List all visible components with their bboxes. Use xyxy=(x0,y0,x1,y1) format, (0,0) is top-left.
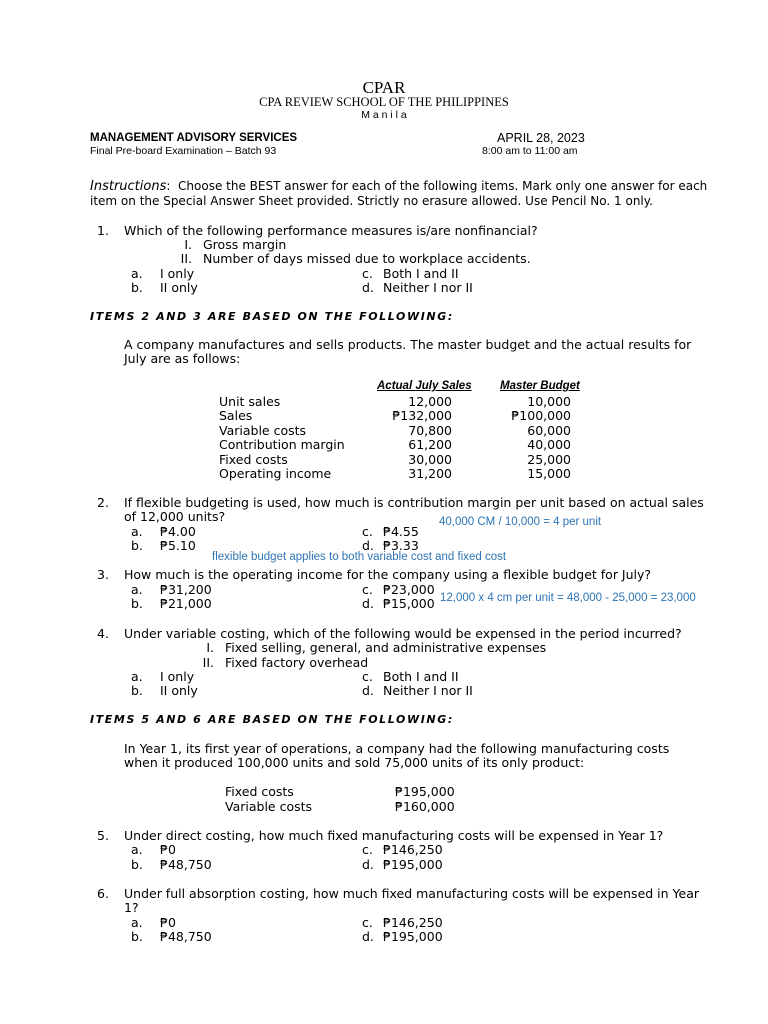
q4-item: Fixed selling, general, and administrative expenses xyxy=(225,640,547,655)
choice-letter: a. xyxy=(131,266,143,281)
choice-text: ₱0 xyxy=(160,915,176,930)
handwritten-note: 40,000 CM / 10,000 = 4 per unit xyxy=(439,516,602,528)
instructions-label: Instructions xyxy=(90,179,167,194)
choice-letter: d. xyxy=(362,929,374,944)
table-row-label: Contribution margin xyxy=(219,437,345,452)
table-row-label: Fixed costs xyxy=(219,452,288,467)
choice-text: Neither I nor II xyxy=(383,683,473,698)
choice-text: ₱0 xyxy=(160,842,176,857)
choice-text: ₱146,250 xyxy=(383,915,443,930)
table-row-label: Unit sales xyxy=(219,394,281,409)
choice-letter: b. xyxy=(131,683,143,698)
q3-question: How much is the operating income for the company using a flexible budget for July? xyxy=(124,567,652,582)
table-row-label: Variable costs xyxy=(219,423,307,438)
q6-question: Under full absorption costing, how much fixed manufacturing costs will be expensed in Year xyxy=(124,886,699,901)
choice-letter: d. xyxy=(362,280,374,295)
instructions-line2: item on the Special Answer Sheet provided. Strictly no erasure allowed. Use Pencil No. 1 only. xyxy=(90,194,653,208)
q4-item-num: I. xyxy=(206,640,214,655)
handwritten-note: flexible budget applies to both variable cost and fixed cost xyxy=(212,551,507,563)
section-heading: ITEMS 5 AND 6 ARE BASED ON THE FOLLOWING: xyxy=(90,713,454,726)
instructions-text1: Choose the BEST answer for each of the following items. Mark only one answer for each xyxy=(178,179,708,193)
q3-number: 3. xyxy=(97,567,109,582)
table-cell-master: 15,000 xyxy=(527,466,571,481)
choice-letter: c. xyxy=(362,915,373,930)
choice-text: ₱5.10 xyxy=(160,538,196,553)
q4-item-num: II. xyxy=(202,655,214,670)
table-cell-master: 25,000 xyxy=(527,452,571,467)
choice-letter: a. xyxy=(131,669,143,684)
q1-item: Number of days missed due to workplace accidents. xyxy=(203,251,531,266)
choice-letter: a. xyxy=(131,915,143,930)
choice-letter: b. xyxy=(131,929,143,944)
section-text: In Year 1, its first year of operations, a company had the following manufacturing costs xyxy=(124,741,670,756)
table-cell-actual: 31,200 xyxy=(408,466,452,481)
q5-question: Under direct costing, how much fixed manufacturing costs will be expensed in Year 1? xyxy=(124,828,664,843)
choice-letter: b. xyxy=(131,857,143,872)
q2-number: 2. xyxy=(97,495,109,510)
choice-text: ₱21,000 xyxy=(160,596,212,611)
q4-item: Fixed factory overhead xyxy=(225,655,369,670)
q4-question: Under variable costing, which of the following would be expensed in the period incurred? xyxy=(124,626,682,641)
choice-text: ₱195,000 xyxy=(383,857,443,872)
choice-text: Both I and II xyxy=(383,669,459,684)
choice-text: ₱23,000 xyxy=(383,582,435,597)
choice-text: ₱31,200 xyxy=(160,582,212,597)
choice-letter: a. xyxy=(131,842,143,857)
choice-text: I only xyxy=(160,669,195,684)
choice-letter: c. xyxy=(362,669,373,684)
q4-number: 4. xyxy=(97,626,109,641)
choice-letter: c. xyxy=(362,524,373,539)
choice-text: ₱195,000 xyxy=(383,929,443,944)
section-text: when it produced 100,000 units and sold 75,000 units of its only product: xyxy=(124,755,585,770)
cost-label: Variable costs xyxy=(225,799,313,814)
table-cell-actual: ₱132,000 xyxy=(392,408,452,423)
choice-letter: c. xyxy=(362,842,373,857)
section-heading: ITEMS 2 AND 3 ARE BASED ON THE FOLLOWING: xyxy=(90,310,454,323)
choice-letter: a. xyxy=(131,582,143,597)
choice-letter: d. xyxy=(362,683,374,698)
exam-title: Final Pre-board Examination – Batch 93 xyxy=(90,145,277,157)
document-title: CPAR xyxy=(362,78,406,97)
q5-number: 5. xyxy=(97,828,109,843)
table-cell-master: 10,000 xyxy=(527,394,571,409)
instructions-colon: : xyxy=(166,179,171,193)
table-cell-actual: 61,200 xyxy=(408,437,452,452)
cost-label: Fixed costs xyxy=(225,784,294,799)
exam-time: 8:00 am to 11:00 am xyxy=(482,145,578,157)
q6-question: 1? xyxy=(124,900,139,915)
q1-question: Which of the following performance measures is/are nonfinancial? xyxy=(124,223,538,238)
choice-text: Neither I nor II xyxy=(383,280,473,295)
q1-item-num: II. xyxy=(180,251,192,266)
choice-text: II only xyxy=(160,280,198,295)
instructions-line1 xyxy=(90,180,707,195)
q2-question: of 12,000 units? xyxy=(124,509,226,524)
cost-value: ₱160,000 xyxy=(395,799,455,814)
choice-text: I only xyxy=(160,266,195,281)
q1-item: Gross margin xyxy=(203,237,287,252)
table-cell-actual: 30,000 xyxy=(408,452,452,467)
choice-text: Both I and II xyxy=(383,266,459,281)
q6-number: 6. xyxy=(97,886,109,901)
table-cell-actual: 70,800 xyxy=(408,423,452,438)
choice-text: ₱15,000 xyxy=(383,596,435,611)
q1-item-num: I. xyxy=(184,237,192,252)
choice-text: ₱48,750 xyxy=(160,929,212,944)
subject-title: MANAGEMENT ADVISORY SERVICES xyxy=(90,132,298,144)
table-cell-master: 60,000 xyxy=(527,423,571,438)
section-text: July are as follows: xyxy=(124,351,241,366)
choice-text: ₱4.00 xyxy=(160,524,196,539)
table-cell-actual: 12,000 xyxy=(408,394,452,409)
table-row-label: Operating income xyxy=(219,466,332,481)
section-text: A company manufactures and sells products. The master budget and the actual results for xyxy=(124,337,692,352)
choice-text: ₱4.55 xyxy=(383,524,419,539)
choice-text: ₱48,750 xyxy=(160,857,212,872)
cost-value: ₱195,000 xyxy=(395,784,455,799)
table-cell-master: ₱100,000 xyxy=(511,408,571,423)
exam-date: APRIL 28, 2023 xyxy=(497,131,585,145)
choice-letter: a. xyxy=(131,524,143,539)
school-name: CPA REVIEW SCHOOL OF THE PHILIPPINES xyxy=(259,95,509,109)
choice-letter: d. xyxy=(362,857,374,872)
handwritten-note: 12,000 x 4 cm per unit = 48,000 - 25,000 = 23,000 xyxy=(440,592,696,604)
table-header-master: Master Budget xyxy=(500,380,580,392)
choice-text: ₱146,250 xyxy=(383,842,443,857)
choice-letter: d. xyxy=(362,596,374,611)
choice-letter: c. xyxy=(362,266,373,281)
q1-number: 1. xyxy=(97,223,109,238)
choice-letter: d. xyxy=(362,538,374,553)
choice-text: II only xyxy=(160,683,198,698)
table-row-label: Sales xyxy=(219,408,253,423)
choice-letter: b. xyxy=(131,596,143,611)
choice-text: ₱3.33 xyxy=(383,538,419,553)
choice-letter: b. xyxy=(131,280,143,295)
q2-question: If flexible budgeting is used, how much is contribution margin per unit based on actual sales xyxy=(124,495,704,510)
choice-letter: c. xyxy=(362,582,373,597)
table-header-actual: Actual July Sales xyxy=(377,380,472,392)
school-city: M a n i l a xyxy=(361,109,407,121)
choice-letter: b. xyxy=(131,538,143,553)
table-cell-master: 40,000 xyxy=(527,437,571,452)
